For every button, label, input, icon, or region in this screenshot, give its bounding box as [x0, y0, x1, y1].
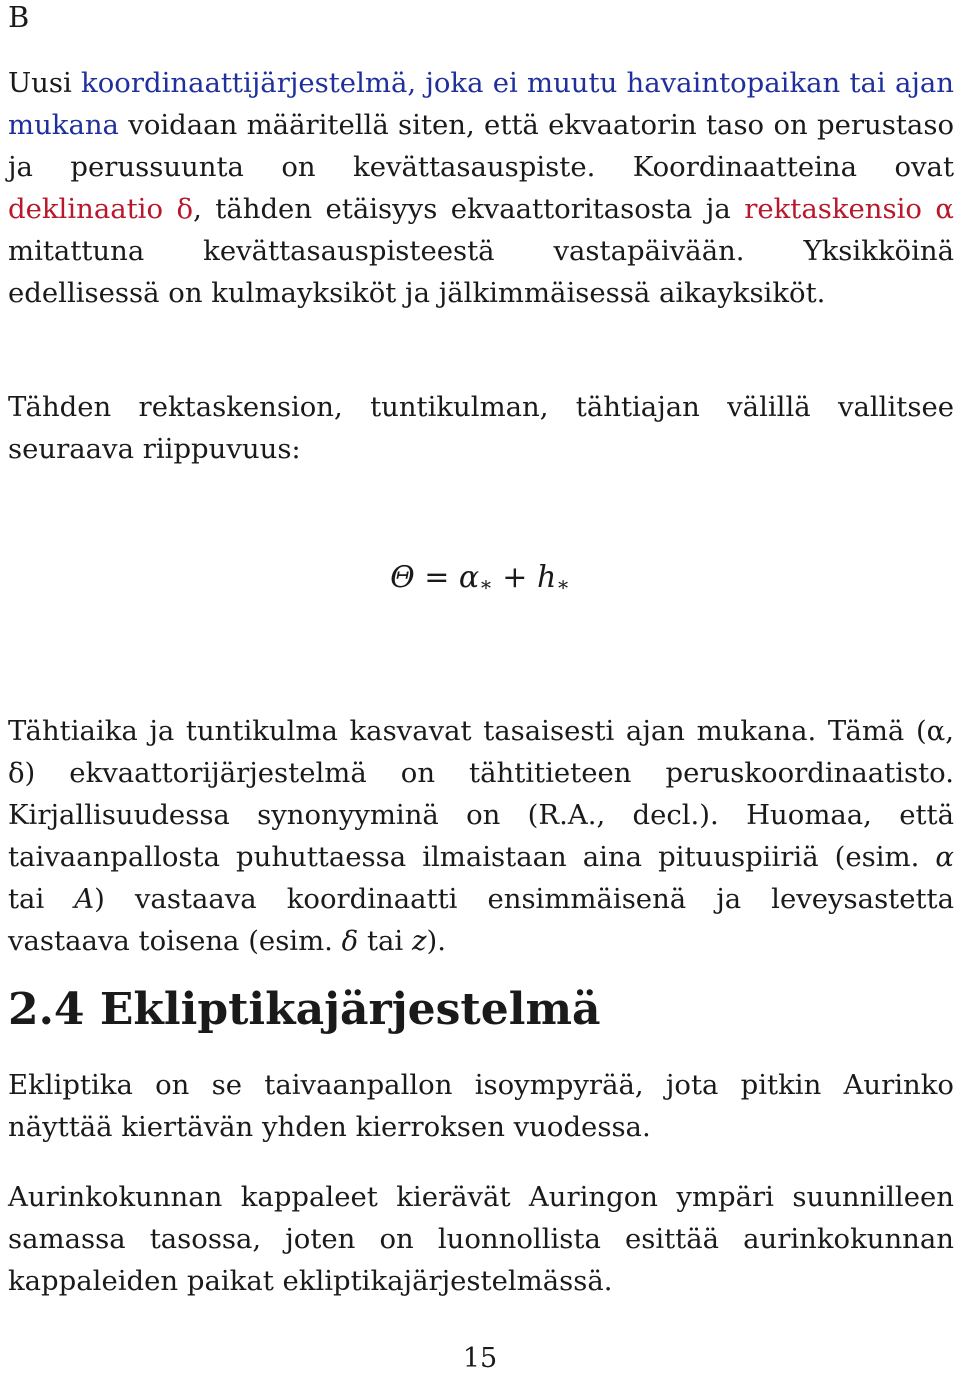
sidereal-time-equation — [0, 558, 960, 600]
paragraph-ecliptic-definition: Ekliptika on se taivaanpallon isoympyrää, jota pitkin Aurinko näyttää kiertävän yhden kierroksen vuodessa. — [8, 1069, 954, 1143]
coordinate-system-link[interactable]: koordinaattijärjestelmä, joka ei muutu havaintopaikan tai ajan mukana — [8, 67, 954, 141]
para1-text-2: voidaan määritellä siten, että ekvaatorin taso on perustaso ja perussuunta on kevättasauspiste. Koordinaatteina ovat — [8, 109, 954, 183]
para1-text-4: mitattuna kevättasauspisteestä vastapäivään. Yksikköinä edellisessä on kulmayksiköt ja jälkimmäisessä aikayksiköt. — [8, 235, 954, 309]
para3-text-5: ). — [426, 925, 446, 957]
para3-math-z: z — [411, 925, 427, 957]
para3-text-4: tai — [358, 925, 412, 957]
para3-math-alpha: α — [935, 841, 954, 873]
equation-mid: + h — [492, 560, 557, 595]
para3-text-3: ) vastaava koordinaatti ensimmäisenä ja leveysastetta vastaava toisena (esim. — [8, 883, 955, 957]
paragraph-equatorial-intro — [8, 62, 954, 314]
paragraph-relation-intro: Tähden rektaskension, tuntikulman, tähtiajan välillä vallitsee seuraava riippuvuus: — [8, 391, 954, 465]
para3-math-delta: δ — [341, 925, 359, 957]
section-heading: 2.4 Ekliptikajärjestelmä — [8, 984, 601, 1035]
right-ascension-term[interactable]: rektaskensio α — [744, 193, 955, 225]
declination-term[interactable]: deklinaatio δ — [8, 193, 194, 225]
equation-subscript-2: ∗ — [556, 572, 570, 596]
para3-math-a: A — [74, 883, 95, 915]
para3-text-1: Tähtiaika ja tuntikulma kasvavat tasaisesti ajan mukana. Tämä (α, δ) ekvaattorijärjestelmä on tähtitieteen peruskoordinaatisto. Kirjallisuudessa synonyyminä on (R.A., decl.). Huomaa, että taivaanpallosta puhuttaessa ilmaistaan aina pituuspiiriä (esim. — [8, 715, 954, 873]
para1-text-3: , tähden etäisyys ekvaattoritasosta ja — [193, 193, 745, 225]
equation-subscript-1: ∗ — [479, 572, 493, 596]
para1-text-1: Uusi — [8, 67, 82, 99]
corner-label: B — [8, 0, 30, 34]
paragraph-sidereal-time — [8, 710, 954, 962]
equation-lhs: Θ = α — [390, 560, 480, 595]
page-number: 15 — [462, 1343, 498, 1374]
para3-text-2: tai — [8, 883, 75, 915]
paragraph-solar-system: Aurinkokunnan kappaleet kierävät Auringon ympäri suunnilleen samassa tasossa, joten on luonnollista esittää aurinkokunnan kappaleiden paikat ekliptikajärjestelmässä. — [8, 1181, 954, 1297]
